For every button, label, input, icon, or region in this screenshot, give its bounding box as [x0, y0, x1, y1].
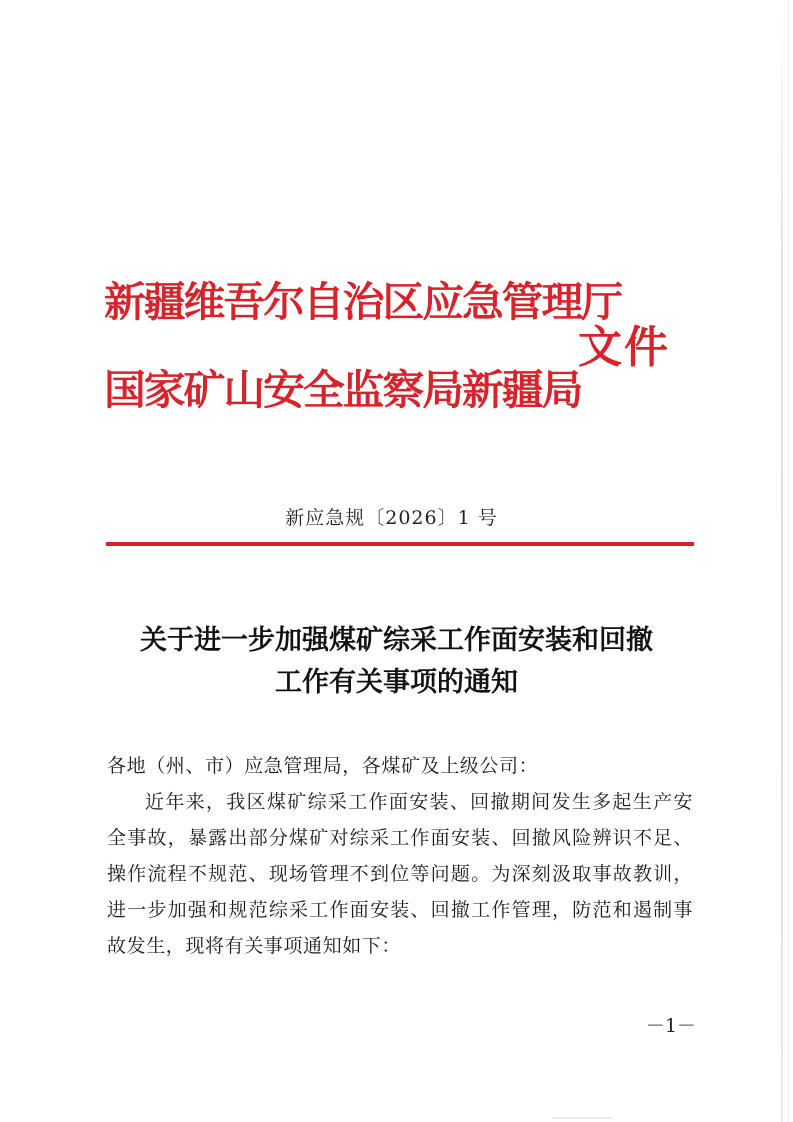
issuer-name-2: 国家矿山安全监察局新疆局	[104, 366, 582, 414]
scan-edge-line	[788, 0, 789, 1122]
page-number: －1－	[645, 1015, 696, 1037]
scan-artifact	[552, 1117, 612, 1119]
document-header	[104, 272, 704, 432]
red-divider-line	[106, 542, 694, 546]
salutation: 各地（州、市）应急管理局，各煤矿及上级公司：	[107, 755, 539, 777]
issuer-name-1: 新疆维吾尔自治区应急管理厅	[104, 278, 622, 326]
document-title	[80, 620, 713, 704]
title-line-2: 工作有关事项的通知	[275, 667, 518, 698]
document-body	[107, 748, 693, 964]
scan-edge-shadow	[781, 0, 783, 1122]
paragraph-intro: 近年来，我区煤矿综采工作面安装、回撤期间发生多起生产安全事故，暴露出部分煤矿对综采工作面安装、回撤风险辨识不足、操作流程不规范、现场管理不到位等问题。为深刻汲取事故教训，进一步加强和规范综采工作面安装、回撤工作管理，防范和遏制事故发生，现将有关事项通知如下：	[107, 791, 693, 957]
document-number: 新应急规〔2026〕1 号	[285, 507, 498, 529]
document-type-label: 文件	[578, 322, 670, 373]
title-line-1: 关于进一步加强煤矿综采工作面安装和回撤	[140, 625, 653, 656]
